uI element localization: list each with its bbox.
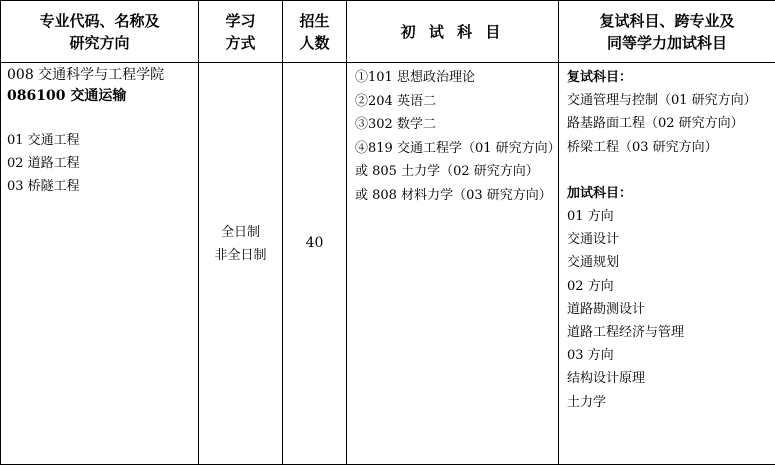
exam-subject-item: 或 808 材料力学（03 研究方向） [355,187,552,203]
retest-item: 交通管理与控制（01 研究方向） [567,93,757,109]
extra-item: 土力学 [567,394,607,410]
header-enrollment-line1: 招生 [299,11,330,30]
program-row [1,63,775,465]
research-directions [7,129,194,198]
extra-item: 02 方向 [567,278,614,294]
retest-heading: 复试科目： [567,70,633,85]
exam-subject-item: 或 805 土力学（02 研究方向） [355,164,539,179]
header-major-code [1,1,199,63]
extra-item: 01 方向 [567,209,614,225]
major-name: 086100 交通运输 [7,88,127,104]
extra-item: 交通设计 [567,232,620,248]
extra-item: 03 方向 [567,348,614,364]
study-mode-item: 非全日制 [214,247,267,263]
exam-subject-item: ①101 思想政治理论 [355,70,475,85]
header-enrollment [283,1,347,63]
study-mode-cell [199,63,283,465]
direction-item: 01 交通工程 [7,133,80,148]
retest-item: 路基路面工程（02 研究方向） [567,116,744,132]
header-enrollment-line2: 人数 [299,33,330,52]
major-cell [1,63,199,465]
header-retest-subjects [559,1,775,63]
department-name: 008 交通科学与工程学院 [7,67,165,83]
header-row [1,1,775,63]
header-study-mode [199,1,283,63]
direction-item: 02 道路工程 [7,156,80,171]
direction-item: 03 桥隧工程 [7,179,80,194]
exam-subjects-cell [347,63,559,465]
study-mode-item: 全日制 [220,224,260,240]
header-exam-subjects: 初 试 科 目 [347,1,559,63]
extra-item: 道路勘测设计 [567,301,646,317]
header-retest-line2: 同等学力加试科目 [606,33,727,52]
enrollment-count: 40 [305,235,324,251]
exam-subject-item: ④819 交通工程学（01 研究方向） [355,140,561,156]
header-retest-line1: 复试科目、跨专业及 [599,11,735,30]
enrollment-cell [283,63,347,465]
header-major-code-line2: 研究方向 [69,33,130,52]
header-major-code-line1: 专业代码、名称及 [39,11,160,30]
extra-item: 交通规划 [567,255,620,271]
retest-item: 桥梁工程（03 研究方向） [567,139,718,155]
header-study-mode-line1: 学习 [225,11,256,30]
extra-heading: 加试科目： [567,185,633,201]
spacer [567,159,773,182]
exam-subject-item: ②204 英语二 [355,93,436,109]
extra-item: 道路工程经济与管理 [567,325,685,341]
exam-subject-item: ③302 数学二 [355,117,436,132]
extra-item: 结构设计原理 [567,371,646,387]
retest-cell [559,63,775,465]
header-study-mode-line2: 方式 [225,33,256,52]
